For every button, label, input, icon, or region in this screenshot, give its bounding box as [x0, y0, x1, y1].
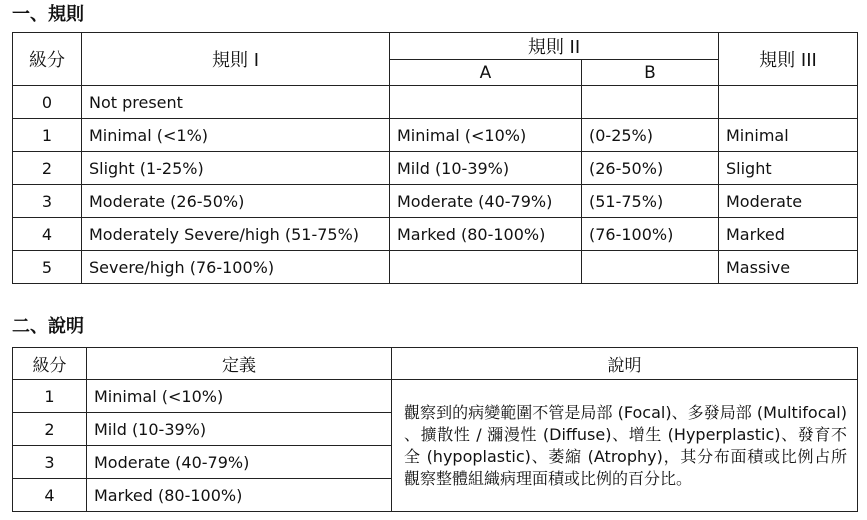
table-row	[13, 119, 858, 152]
rule3-cell: Marked	[719, 218, 858, 251]
header-rule1: 規則 I	[82, 33, 390, 86]
header-grade: 級分	[13, 348, 87, 380]
rule1-cell: Slight (1-25%)	[82, 152, 390, 185]
rules-table	[12, 32, 858, 284]
grade-cell: 3	[13, 185, 82, 218]
header-rule2-a: A	[390, 60, 582, 86]
header-explanation: 說明	[392, 348, 858, 380]
table-row	[13, 251, 858, 284]
header-rule2-b: B	[582, 60, 719, 86]
rule2-b-cell: (51-75%)	[582, 185, 719, 218]
definition-cell: Marked (80-100%)	[87, 479, 392, 512]
grade-cell: 2	[13, 413, 87, 446]
section1-heading: 一、規則	[12, 4, 84, 25]
definition-cell: Minimal (<10%)	[87, 380, 392, 413]
definition-cell: Mild (10-39%)	[87, 413, 392, 446]
rule2-b-cell	[582, 86, 719, 119]
table-row	[13, 185, 858, 218]
header-definition: 定義	[87, 348, 392, 380]
rule2-b-cell: (76-100%)	[582, 218, 719, 251]
header-rule3: 規則 III	[719, 33, 858, 86]
rule1-cell: Severe/high (76-100%)	[82, 251, 390, 284]
table-row	[13, 380, 858, 413]
explanation-cell: 觀察到的病變範圍不管是局部 (Focal)、多發局部 (Multifocal) 、擴散性 / 瀰漫性 (Diffuse)、增生 (Hyperplastic)、發育不全 (hypoplastic)、萎縮 (Atrophy)，其分布面積或比例占所觀察整體組織病理面積或比例的百分比。	[392, 380, 858, 512]
rule1-cell: Not present	[82, 86, 390, 119]
rule1-cell: Minimal (<1%)	[82, 119, 390, 152]
rule2-b-cell: (26-50%)	[582, 152, 719, 185]
grade-cell: 2	[13, 152, 82, 185]
rule3-cell: Massive	[719, 251, 858, 284]
rule2-a-cell: Minimal (<10%)	[390, 119, 582, 152]
section2-heading: 二、說明	[12, 316, 84, 337]
grade-cell: 4	[13, 479, 87, 512]
header-grade: 級分	[13, 33, 82, 86]
explanation-table	[12, 347, 858, 512]
grade-cell: 4	[13, 218, 82, 251]
rule2-a-cell: Marked (80-100%)	[390, 218, 582, 251]
header-rule2: 規則 II	[390, 33, 719, 60]
rule3-cell: Moderate	[719, 185, 858, 218]
rule3-cell: Slight	[719, 152, 858, 185]
table-row	[13, 152, 858, 185]
grade-cell: 5	[13, 251, 82, 284]
rule2-a-cell: Moderate (40-79%)	[390, 185, 582, 218]
rule2-a-cell	[390, 251, 582, 284]
table-row	[13, 86, 858, 119]
rule1-cell: Moderately Severe/high (51-75%)	[82, 218, 390, 251]
table-row	[13, 218, 858, 251]
rule3-cell	[719, 86, 858, 119]
rule2-b-cell	[582, 251, 719, 284]
rule2-a-cell: Mild (10-39%)	[390, 152, 582, 185]
rule2-a-cell	[390, 86, 582, 119]
rule3-cell: Minimal	[719, 119, 858, 152]
grade-cell: 1	[13, 380, 87, 413]
grade-cell: 3	[13, 446, 87, 479]
definition-cell: Moderate (40-79%)	[87, 446, 392, 479]
rule2-b-cell: (0-25%)	[582, 119, 719, 152]
grade-cell: 0	[13, 86, 82, 119]
rule1-cell: Moderate (26-50%)	[82, 185, 390, 218]
grade-cell: 1	[13, 119, 82, 152]
